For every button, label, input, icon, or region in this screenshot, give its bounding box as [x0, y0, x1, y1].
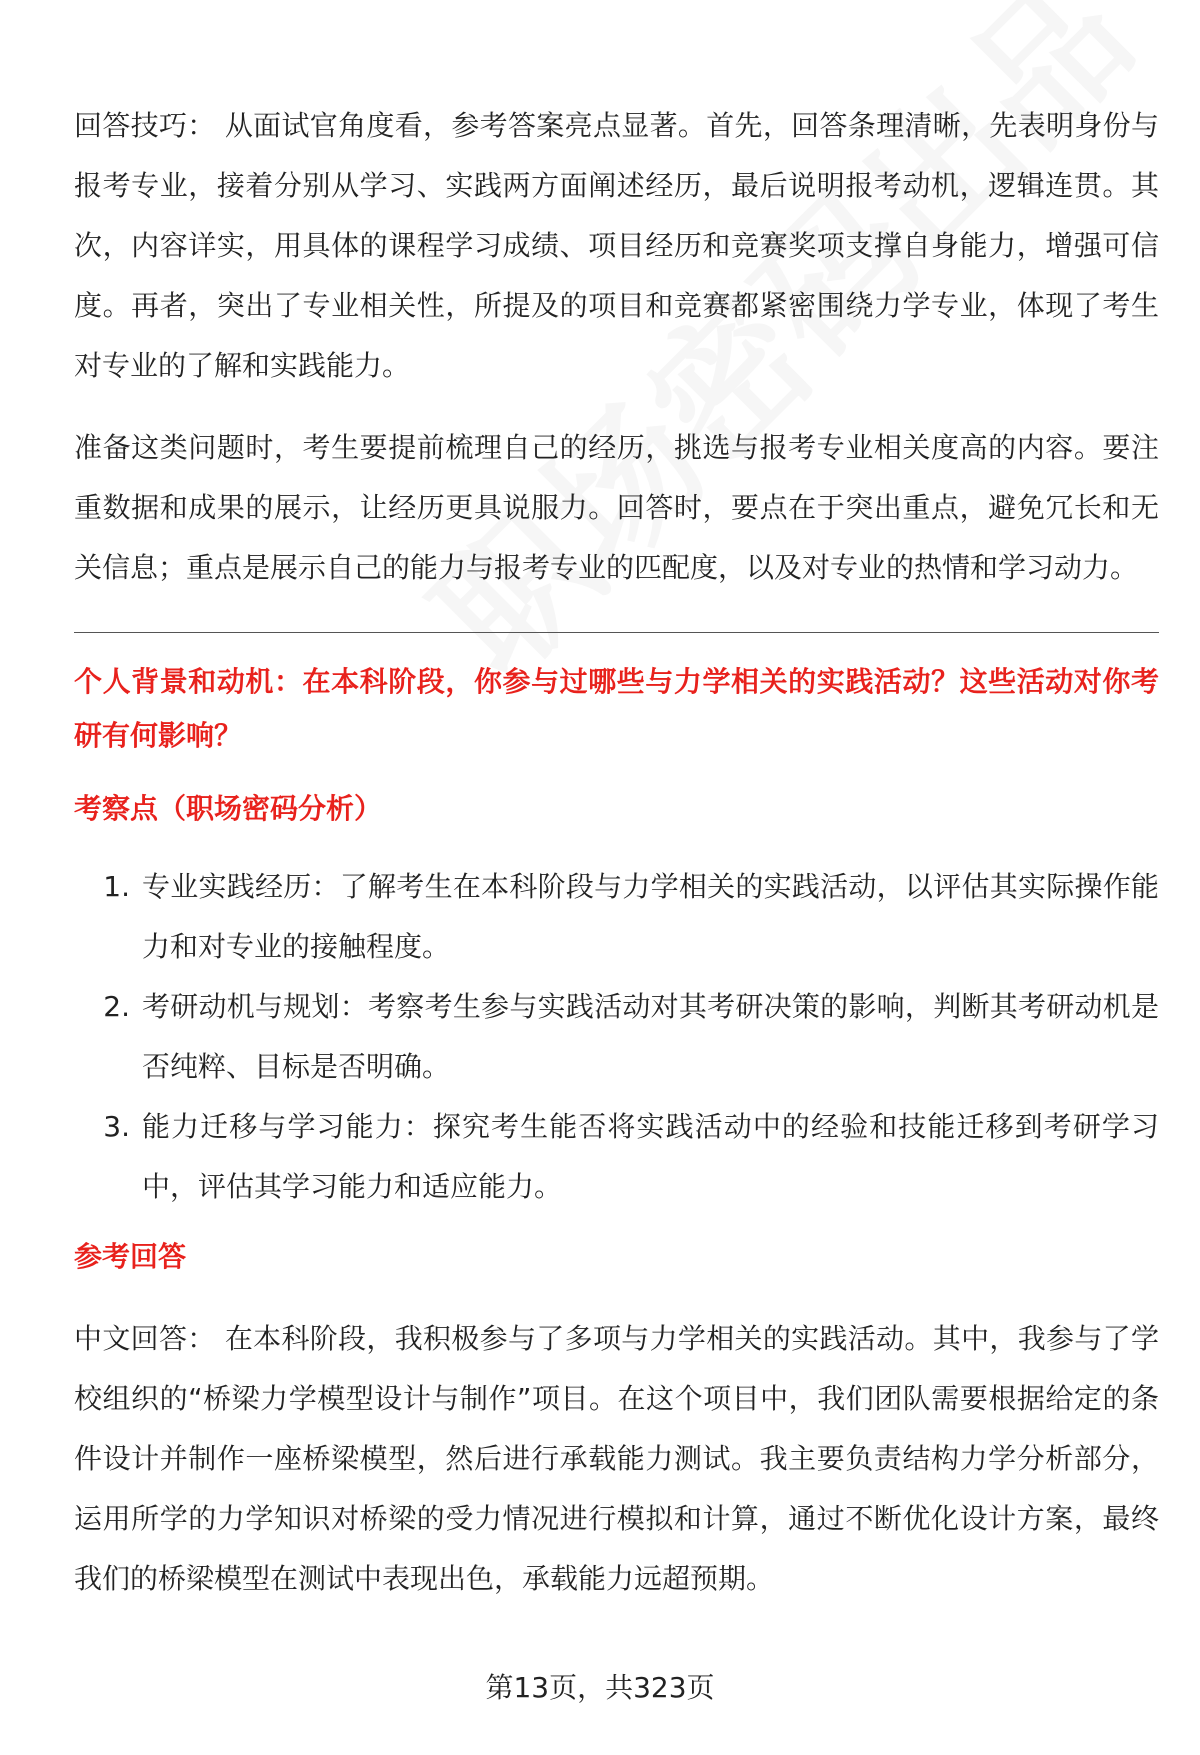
tips-paragraph	[74, 96, 1159, 396]
answer-paragraph	[74, 1309, 1159, 1609]
answer-label: 中文回答：	[74, 1322, 216, 1355]
prep-paragraph: 准备这类问题时，考生要提前梳理自己的经历，挑选与报考专业相关度高的内容。要注重数据和成果的展示，让经历更具说服力。回答时，要点在于突出重点，避免冗长和无关信息；重点是展示自己的能力与报考专业的匹配度，以及对专业的热情和学习动力。	[74, 431, 1159, 584]
list-item-text: 能力迁移与学习能力：探究考生能否将实践活动中的经验和技能迁移到考研学习中，评估其学习能力和适应能力。	[142, 1110, 1159, 1203]
document-body	[74, 96, 1159, 1609]
list-item	[74, 857, 1159, 977]
list-item-number: 3.	[103, 1110, 130, 1143]
section-divider	[74, 632, 1159, 633]
tips-text: 从面试官角度看，参考答案亮点显著。首先，回答条理清晰，先表明身份与报考专业，接着分别从学习、实践两方面阐述经历，最后说明报考动机，逻辑连贯。其次，内容详实，用具体的课程学习成绩、项目经历和竞赛奖项支撑自身能力，增强可信度。再者，突出了专业相关性，所提及的项目和竞赛都紧密围绕力学专业，体现了考生对专业的了解和实践能力。	[74, 109, 1159, 382]
analysis-points-list	[74, 857, 1159, 1217]
list-item-number: 1.	[103, 870, 130, 903]
list-item	[74, 1097, 1159, 1217]
list-item-text: 考研动机与规划：考察考生参与实践活动对其考研决策的影响，判断其考研动机是否纯粹、目标是否明确。	[142, 990, 1159, 1083]
page-footer: 第13页，共323页	[485, 1671, 715, 1704]
list-item-text: 专业实践经历：了解考生在本科阶段与力学相关的实践活动，以评估其实际操作能力和对专业的接触程度。	[142, 870, 1159, 963]
analysis-heading: 考察点（职场密码分析）	[74, 792, 383, 825]
question-heading: 个人背景和动机：在本科阶段，你参与过哪些与力学相关的实践活动？这些活动对你考研有何影响？	[74, 665, 1159, 752]
reference-heading: 参考回答	[74, 1240, 187, 1273]
answer-text: 在本科阶段，我积极参与了多项与力学相关的实践活动。其中，我参与了学校组织的“桥梁力学模型设计与制作”项目。在这个项目中，我们团队需要根据给定的条件设计并制作一座桥梁模型，然后进行承载能力测试。我主要负责结构力学分析部分，运用所学的力学知识对桥梁的受力情况进行模拟和计算，通过不断优化设计方案，最终我们的桥梁模型在测试中表现出色，承载能力远超预期。	[74, 1322, 1159, 1595]
list-item-number: 2.	[103, 990, 130, 1023]
list-item	[74, 977, 1159, 1097]
tips-label: 回答技巧：	[74, 109, 216, 142]
